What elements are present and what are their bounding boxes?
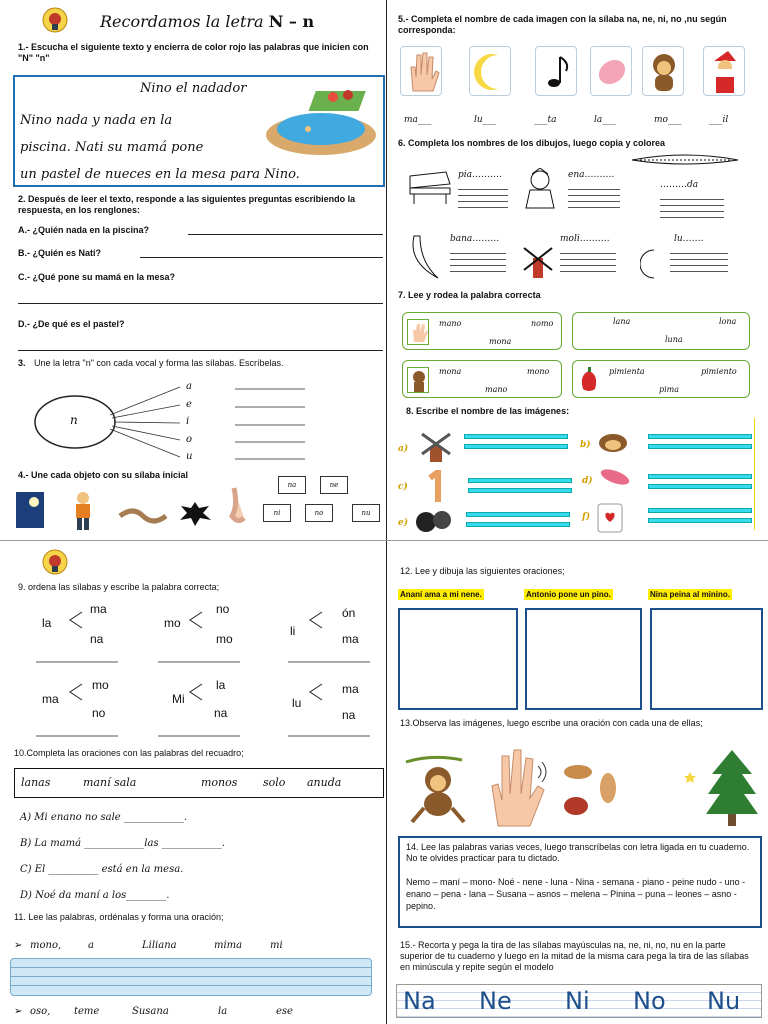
question-13: 13.Observa las imágenes, luego escribe una oración con cada una de ellas; <box>400 718 703 728</box>
story-box <box>13 75 385 187</box>
q7-option[interactable]: pimienta <box>609 367 645 376</box>
q7-card <box>402 312 562 350</box>
q6-word: moli………. <box>560 234 610 244</box>
stain-image <box>175 498 215 528</box>
dictation-box <box>398 836 762 928</box>
answer-strip[interactable] <box>648 434 752 439</box>
q9-syllable: na <box>90 632 104 646</box>
answer-strip[interactable] <box>648 474 752 479</box>
q11-word: a <box>88 940 94 951</box>
syllable-box[interactable]: nu <box>352 504 380 522</box>
crescent-image <box>640 248 664 280</box>
q9-syllable: no <box>216 602 230 616</box>
question-7: 7. Lee y rodea la palabra correcta <box>398 290 541 300</box>
peanuts-image <box>558 760 632 824</box>
q7-option[interactable]: luna <box>665 335 683 344</box>
writing-lines[interactable] <box>560 248 616 272</box>
tree-image <box>704 748 760 828</box>
q5-word[interactable]: lu___ <box>474 115 497 125</box>
question-9: 9. ordena las sílabas y escribe la palabra correcta; <box>18 582 220 592</box>
word-box-word: anuda <box>307 776 342 789</box>
q8-label: b) <box>580 440 591 450</box>
question-11: 11. Lee las palabras, ordénalas y forma una oración; <box>14 912 224 922</box>
q9-syllable: lu <box>292 696 302 710</box>
hand-image <box>400 46 442 96</box>
yellow-margin <box>754 418 755 530</box>
q9-syllable: ma <box>342 682 359 696</box>
question-12: 12. Lee y dibuja las siguientes oraciones; <box>400 566 565 576</box>
letter-vowel-diagram <box>30 375 320 467</box>
banana-image <box>408 232 444 282</box>
nose-image <box>228 486 248 526</box>
question-15: 15.- Recorta y pega la tira de las sílabas mayúsculas na, ne, ni, no, nu en la parte superior de tu cuaderno y luego en la mitad de la misma cara pega la tira de las sílabas en minúscula y repite según el modelo <box>400 940 749 972</box>
q9-syllable: Mi <box>172 692 185 706</box>
writing-lines[interactable] <box>450 248 506 272</box>
question-10: 10.Completa las oraciones con las palabras del recuadro; <box>14 748 244 758</box>
q11-row: ➢ oso, teme Susana la ese <box>14 1006 293 1017</box>
q9-syllable: la <box>216 678 226 692</box>
q11-word: mi <box>270 940 283 951</box>
pine-wreath-image <box>630 152 740 168</box>
q9-syllable: la <box>42 616 52 630</box>
answer-line[interactable] <box>140 257 383 258</box>
q9-syllable: na <box>342 708 356 722</box>
number-one-image <box>424 470 448 504</box>
drawing-box[interactable] <box>650 608 763 710</box>
windmill-image <box>520 240 556 280</box>
question-3-number: 3. <box>18 358 26 368</box>
hand-icon <box>407 319 429 345</box>
child-image <box>70 490 96 532</box>
writing-lines[interactable] <box>458 184 508 208</box>
question-1: 1.- Escucha el siguiente texto y encierra de color rojo las palabras que inicien con "N" "n" <box>18 42 369 63</box>
strip-syllable: Ne <box>479 987 512 1015</box>
q8-label: c) <box>398 482 408 492</box>
syllable-box[interactable]: ne <box>320 476 348 494</box>
answer-strip[interactable] <box>468 478 572 483</box>
answer-strip[interactable] <box>648 484 752 489</box>
q8-label: e) <box>398 518 408 528</box>
drawing-box[interactable] <box>525 608 642 710</box>
piano-image <box>406 166 454 206</box>
knot-image <box>118 504 168 526</box>
q6-word: bana……… <box>450 234 500 244</box>
night-image <box>16 492 44 528</box>
page-divider <box>0 540 768 541</box>
q11-word: ese <box>276 1006 293 1017</box>
q7-card <box>572 312 750 350</box>
q9-syllable: li <box>290 624 296 638</box>
question-2a: A.- ¿Quién nada en la piscina? <box>18 225 150 235</box>
q7-option[interactable]: mono <box>527 367 550 376</box>
pepper-icon <box>579 367 599 393</box>
hand-image <box>478 746 552 830</box>
q9-syllable: ma <box>42 692 59 706</box>
syllable-box[interactable]: na <box>278 476 306 494</box>
strip-syllable: Nu <box>707 987 741 1015</box>
answer-strip[interactable] <box>464 434 568 439</box>
q9-syllable: ma <box>90 602 107 616</box>
center-letter: n <box>70 413 78 427</box>
strip-syllable: No <box>633 987 666 1015</box>
dwarf-image <box>520 168 564 214</box>
word-box <box>14 768 384 798</box>
sentence-highlight: Ananí ama a mi nene. <box>400 590 482 599</box>
q5-word[interactable]: la___ <box>594 115 616 125</box>
q6-word: pia………. <box>458 170 502 180</box>
word-box-word: maní sala <box>83 776 137 789</box>
yarn-image <box>590 46 632 96</box>
yarn-balls-image <box>414 508 454 534</box>
q9-syllable: mo <box>164 616 181 630</box>
question-14: 14. Lee las palabras varias veces, luego transcríbelas con letra ligada en tu cuaderno. No te olvides practicar para tu dictado. <box>406 842 750 863</box>
sentence-highlight: Nina peina al minino. <box>650 590 731 599</box>
strip-syllable: Ni <box>565 987 590 1015</box>
question-2b: B.- ¿Quién es Nati? <box>18 248 102 258</box>
q9-syllable: ma <box>342 632 359 646</box>
vowel-list: a e i o u <box>186 381 193 462</box>
q11-word: la <box>218 1006 228 1017</box>
q7-option[interactable]: pimiento <box>701 367 737 376</box>
question-5: 5.- Completa el nombre de cada imagen con la sílaba na, ne, ni, no ,nu según corresponda: <box>398 14 727 35</box>
q6-word: lu……. <box>674 234 704 244</box>
q9-syllable: mo <box>216 632 233 646</box>
q7-card <box>572 360 750 398</box>
q8-label: d) <box>582 476 593 486</box>
question-2d: D.- ¿De qué es el pastel? <box>18 319 125 329</box>
q7-option[interactable]: mona <box>439 367 462 376</box>
windmill-image <box>420 430 452 464</box>
monkey-image <box>402 752 476 828</box>
writing-strip[interactable] <box>10 958 372 996</box>
playing-card-image <box>596 502 626 534</box>
q9-syllable: ón <box>342 606 356 620</box>
q7-option[interactable]: lona <box>719 317 737 326</box>
question-4: 4.- Une cada objeto con su sílaba inicial <box>18 470 189 480</box>
story-text: Nino nada y nada en la piscina. Nati su mamá pone un pastel de nueces en la mesa para Nino. <box>20 113 300 182</box>
q6-word: ………da <box>660 180 699 190</box>
q11-word: mono, <box>30 940 62 951</box>
q5-word[interactable]: mo___ <box>654 115 682 125</box>
q7-option[interactable]: mano <box>439 319 462 328</box>
feather-image <box>598 466 632 488</box>
school-logo <box>40 6 70 34</box>
story-title: Nino el nadador <box>140 81 247 96</box>
moon-image <box>640 758 702 824</box>
q11-row: ➢ mono, a Liliana mima mi <box>14 940 283 951</box>
santa-image <box>703 46 745 96</box>
page-title: Recordamos la letra N – n <box>100 12 315 31</box>
q6-word: ena………. <box>568 170 615 180</box>
answer-strip[interactable] <box>468 488 572 493</box>
q9-syllable: no <box>92 706 106 720</box>
word-box-word: monos <box>201 776 238 789</box>
q11-word: Susana <box>132 1006 169 1017</box>
question-6: 6. Completa los nombres de los dibujos, luego copia y colorea <box>398 138 666 148</box>
column-divider <box>386 0 387 1024</box>
sentence-highlight: Antonio pone un pino. <box>526 590 611 599</box>
syllable-box[interactable]: ni <box>263 504 291 522</box>
answer-strip[interactable] <box>464 444 568 449</box>
strip-syllable: Na <box>403 987 436 1015</box>
question-3: Une la letra "n" con cada vocal y forma las sílabas. Escríbelas. <box>34 358 284 368</box>
answer-line[interactable] <box>18 350 383 351</box>
answer-strip[interactable] <box>648 444 752 449</box>
monkey-image <box>596 432 630 454</box>
answer-line[interactable] <box>188 234 383 235</box>
q5-word[interactable]: ___ta <box>534 115 557 125</box>
word-box-word: solo <box>263 776 286 789</box>
sentence-b: B) La mamá ____________las ____________. <box>20 838 225 849</box>
answer-strip[interactable] <box>466 522 570 527</box>
q7-option[interactable]: lana <box>613 317 631 326</box>
q5-word[interactable]: ma___ <box>404 115 432 125</box>
q7-option[interactable]: mona <box>489 337 512 346</box>
word-box-word: lanas <box>21 776 51 789</box>
q9-syllable: na <box>214 706 228 720</box>
q5-word[interactable]: ___il <box>709 115 729 125</box>
writing-lines[interactable] <box>568 184 620 208</box>
school-logo <box>40 548 70 576</box>
q7-option[interactable]: pima <box>659 385 680 394</box>
q11-word: mima <box>214 940 243 951</box>
sentence-c: C) El __________ está en la mesa. <box>20 864 184 875</box>
sentence-d: D) Noé da maní a los________. <box>20 890 170 901</box>
question-8: 8. Escribe el nombre de las imágenes: <box>406 406 570 416</box>
writing-lines[interactable] <box>660 194 724 218</box>
writing-lines[interactable] <box>670 248 728 272</box>
answer-line[interactable] <box>18 303 383 304</box>
moon-image <box>469 46 511 96</box>
sentence-a: A) Mi enano no sale ____________. <box>20 812 188 823</box>
monkey-image <box>642 46 684 96</box>
syllable-strip <box>396 984 762 1018</box>
q11-word: oso, <box>30 1006 51 1017</box>
question-2: 2. Después de leer el texto, responde a las siguientes preguntas escribiendo la respuesta, en los renglones: <box>18 194 356 215</box>
pool-illustration <box>263 85 378 157</box>
dictation-words: Nemo – maní – mono- Noé - nene - luna - Nina - semana - piano - peine nudo - uno - enano – pena - lana – Susana – asnos – melena – Pinina – puna – leones – asno - pepino. <box>406 877 746 911</box>
syllable-order-grid <box>30 598 380 738</box>
answer-strip[interactable] <box>648 518 752 523</box>
q9-syllable: mo <box>92 678 109 692</box>
moon-icon <box>577 317 599 345</box>
q11-word: Liliana <box>142 940 177 951</box>
q8-label: f) <box>582 512 591 522</box>
q7-option[interactable]: nomo <box>531 319 554 328</box>
answer-strip[interactable] <box>648 508 752 513</box>
q7-option[interactable]: mano <box>485 385 508 394</box>
answer-strip[interactable] <box>466 512 570 517</box>
music-note-image <box>535 46 577 96</box>
drawing-box[interactable] <box>398 608 518 710</box>
q11-word: teme <box>74 1006 100 1017</box>
q8-label: a) <box>398 444 409 454</box>
question-2c: C.- ¿Qué pone su mamá en la mesa? <box>18 272 176 282</box>
monkey-icon <box>407 367 429 393</box>
syllable-box[interactable]: no <box>305 504 333 522</box>
q7-card <box>402 360 562 398</box>
